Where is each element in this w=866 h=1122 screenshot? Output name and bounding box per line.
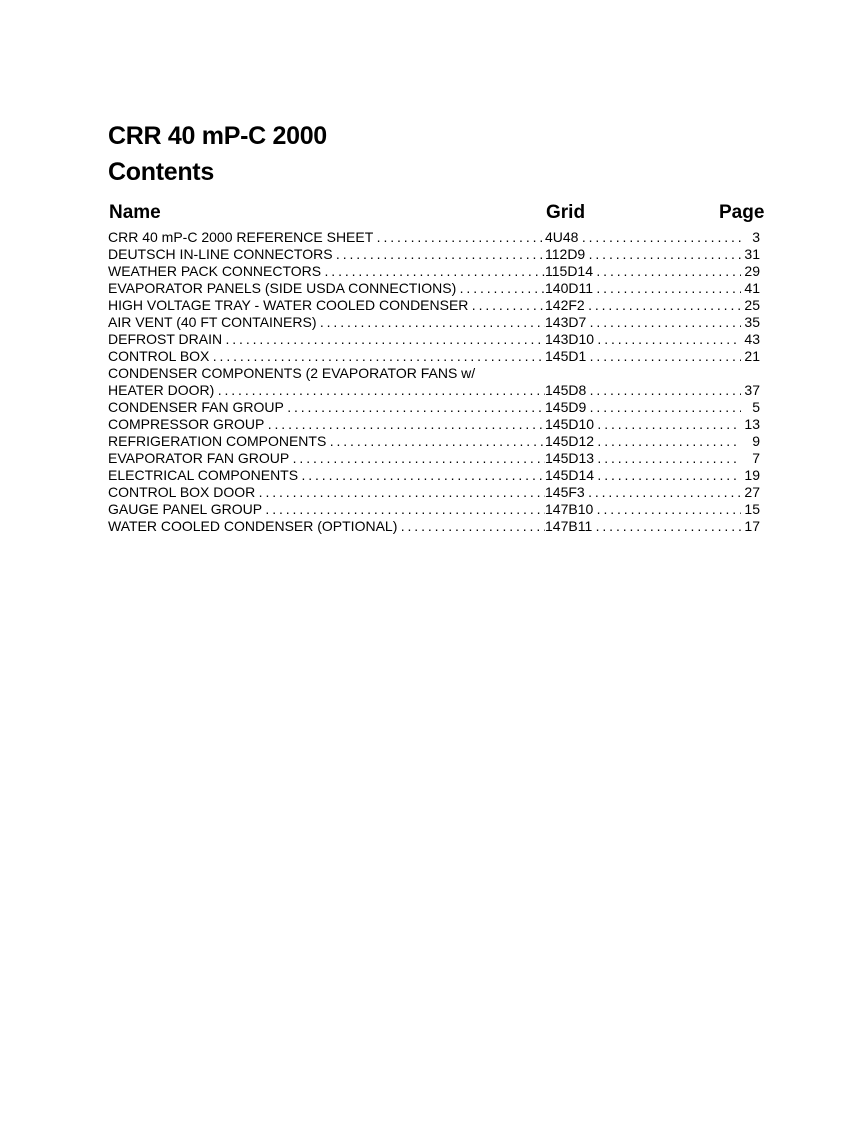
- column-header-name: Name: [109, 202, 161, 223]
- toc-entry-continued-line: [108, 365, 760, 382]
- toc-entry-page: 27: [741, 484, 760, 501]
- toc-entry-page: 3: [741, 229, 760, 246]
- toc-entry-grid: 142F2 . . .: [545, 297, 741, 314]
- toc-entry-name: DEUTSCH IN-LINE CONNECTORS . . .: [108, 246, 545, 263]
- toc-entry[interactable]: [108, 229, 760, 246]
- toc-entry-name: EVAPORATOR FAN GROUP . . .: [108, 450, 545, 467]
- column-header-page: Page: [719, 202, 765, 223]
- toc-entry-page: 17: [741, 518, 760, 535]
- toc-entry[interactable]: [108, 450, 760, 467]
- toc-entry-grid: 145D13 . . .: [545, 450, 741, 467]
- toc-entry-page: 29: [741, 263, 760, 280]
- toc-entry[interactable]: [108, 399, 760, 416]
- toc-entry-page: 9: [741, 433, 760, 450]
- toc-entry[interactable]: [108, 297, 760, 314]
- document-title: CRR 40 mP-C 2000: [108, 122, 327, 150]
- toc-entry-grid: 147B10 . . .: [545, 501, 741, 518]
- toc-entry[interactable]: [108, 314, 760, 331]
- toc-entry-grid: 147B11 . . .: [545, 518, 741, 535]
- toc-entry-name: EVAPORATOR PANELS (SIDE USDA CONNECTIONS) . . .: [108, 280, 545, 297]
- toc-entry-grid: 145D1 . . .: [545, 348, 741, 365]
- toc-entry-grid: 145D8 . . .: [545, 382, 741, 399]
- toc-entry-name: WEATHER PACK CONNECTORS . . .: [108, 263, 545, 280]
- toc-entry-page: 35: [741, 314, 760, 331]
- toc-entry[interactable]: [108, 348, 760, 365]
- toc-entry-grid: 145D9 . . .: [545, 399, 741, 416]
- toc-entry-name: CRR 40 mP-C 2000 REFERENCE SHEET . . .: [108, 229, 545, 246]
- toc-entry-grid: 145D12 . . .: [545, 433, 741, 450]
- toc-entry-grid: 112D9 . . .: [545, 246, 741, 263]
- toc-entry-grid: 145F3 . . .: [545, 484, 741, 501]
- table-of-contents: [108, 229, 760, 535]
- toc-entry-name: DEFROST DRAIN . . .: [108, 331, 545, 348]
- toc-entry[interactable]: [108, 501, 760, 518]
- toc-entry-name: COMPRESSOR GROUP . . .: [108, 416, 545, 433]
- toc-entry-page: 25: [741, 297, 760, 314]
- toc-entry-page: 19: [741, 467, 760, 484]
- toc-entry[interactable]: [108, 416, 760, 433]
- toc-entry-name: HIGH VOLTAGE TRAY - WATER COOLED CONDENSER . . .: [108, 297, 545, 314]
- column-header-grid: Grid: [546, 202, 586, 223]
- toc-entry-name: AIR VENT (40 FT CONTAINERS) . . .: [108, 314, 545, 331]
- toc-entry-page: 31: [741, 246, 760, 263]
- contents-heading: Contents: [108, 158, 214, 186]
- toc-entry-page: 37: [741, 382, 760, 399]
- toc-entry[interactable]: [108, 280, 760, 297]
- toc-entry-name-line1: CONDENSER COMPONENTS (2 EVAPORATOR FANS w/: [108, 365, 476, 381]
- toc-entry-page: 43: [741, 331, 760, 348]
- toc-entry-page: 13: [741, 416, 760, 433]
- toc-entry-page: 41: [741, 280, 760, 297]
- toc-entry[interactable]: [108, 246, 760, 263]
- toc-entry-name: ELECTRICAL COMPONENTS . . .: [108, 467, 545, 484]
- toc-entry[interactable]: [108, 467, 760, 484]
- toc-entry[interactable]: [108, 433, 760, 450]
- toc-entry-grid: 143D7 . . .: [545, 314, 741, 331]
- toc-entry-page: 15: [741, 501, 760, 518]
- toc-entry-page: 21: [741, 348, 760, 365]
- toc-entry-name: CONDENSER FAN GROUP . . .: [108, 399, 545, 416]
- toc-entry-name: CONTROL BOX . . .: [108, 348, 545, 365]
- toc-entry[interactable]: [108, 484, 760, 501]
- toc-entry-grid: 143D10 . . .: [545, 331, 741, 348]
- toc-entry[interactable]: [108, 382, 760, 399]
- toc-entry-name: REFRIGERATION COMPONENTS . . .: [108, 433, 545, 450]
- toc-entry-name: GAUGE PANEL GROUP . . .: [108, 501, 545, 518]
- toc-entry[interactable]: [108, 331, 760, 348]
- toc-entry-grid: 4U48 . . .: [545, 229, 741, 246]
- toc-entry-grid: 145D14 . . .: [545, 467, 741, 484]
- toc-entry-grid: 145D10 . . .: [545, 416, 741, 433]
- toc-entry-name: CONTROL BOX DOOR . . .: [108, 484, 545, 501]
- toc-entry-page: 5: [741, 399, 760, 416]
- toc-entry-name: HEATER DOOR) . . .: [108, 382, 545, 399]
- toc-entry-grid: 115D14 . . .: [545, 263, 741, 280]
- toc-entry[interactable]: [108, 263, 760, 280]
- toc-entry-name: WATER COOLED CONDENSER (OPTIONAL) . . .: [108, 518, 545, 535]
- toc-entry-page: 7: [741, 450, 760, 467]
- toc-entry[interactable]: [108, 518, 760, 535]
- toc-entry-grid: 140D11 . . .: [545, 280, 741, 297]
